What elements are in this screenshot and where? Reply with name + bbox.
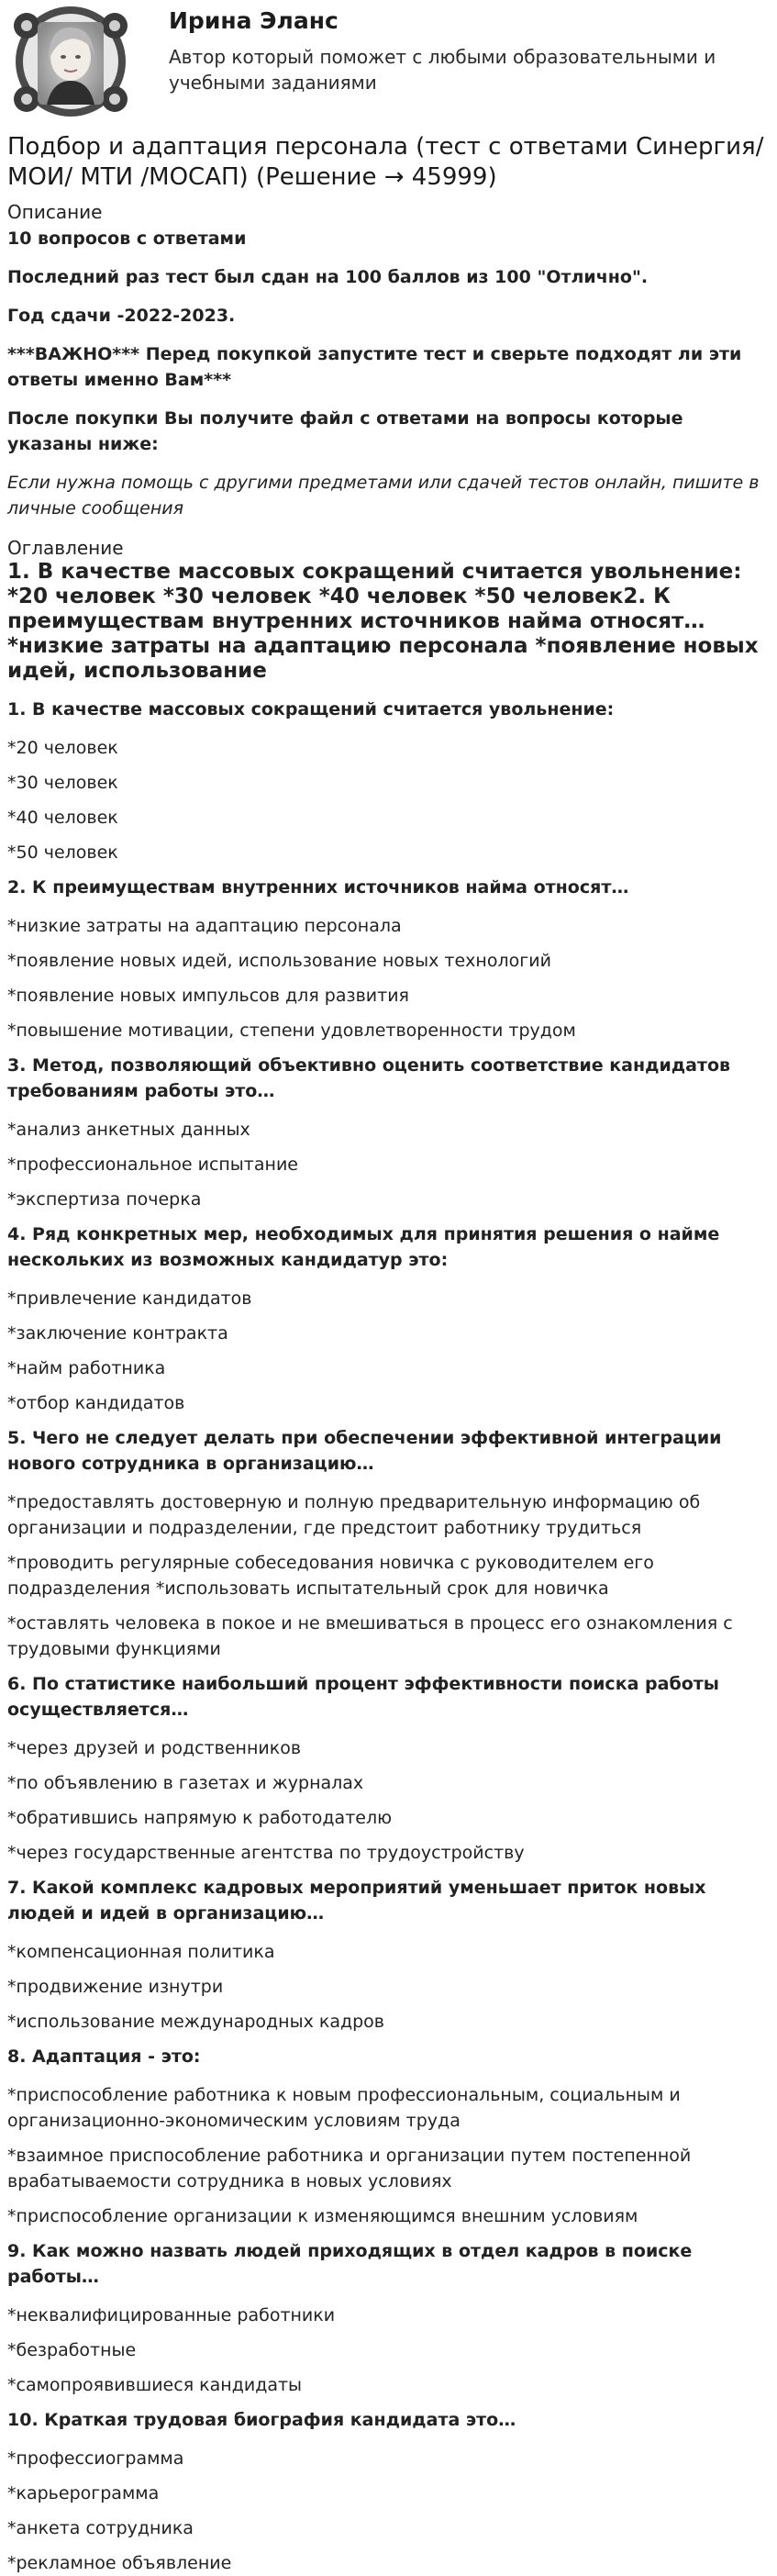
question-title: 5. Чего не следует делать при обеспечении эффективной интеграции нового сотрудника в организацию… <box>7 1428 722 1474</box>
answer-option: *анализ анкетных данных <box>7 1120 250 1140</box>
answer-option: *взаимное приспособление работника и организации путем постепенной врабатываемости сотрудника в новых условиях <box>7 2146 692 2191</box>
question-block <box>7 1221 770 1416</box>
answer-option: *20 человек <box>7 738 118 758</box>
question-title: 1. В качестве массовых сокращений считается увольнение: <box>7 699 615 719</box>
answer-option: *через государственные агентства по трудоустройству <box>7 1843 525 1863</box>
document-content <box>0 132 777 2576</box>
answer-option: *отбор кандидатов <box>7 1393 185 1413</box>
description-paragraph: 10 вопросов с ответами <box>7 229 247 249</box>
answer-option: *по объявлению в газетах и журналах <box>7 1773 364 1793</box>
question-block <box>7 1671 770 1866</box>
question-block <box>7 2238 770 2398</box>
answer-option: *профессиональное испытание <box>7 1154 298 1175</box>
question-block <box>7 1053 770 1212</box>
answer-option: *анкета сотрудника <box>7 2518 194 2538</box>
answer-option: *40 человек <box>7 808 118 828</box>
answer-option: *через друзей и родственников <box>7 1738 302 1758</box>
questions-list <box>7 697 770 2576</box>
description-paragraph: ***ВАЖНО*** Перед покупкой запустите тест и сверьте подходят ли эти ответы именно Вам*** <box>7 344 742 390</box>
answer-option: *компенсационная политика <box>7 1942 275 1962</box>
question-block <box>7 1875 770 2035</box>
description-paragraph: Год сдачи -2022-2023. <box>7 306 236 326</box>
question-title: 4. Ряд конкретных мер, необходимых для принятия решения о найме нескольких из возможных кандидатур это: <box>7 1224 720 1270</box>
toc-text: 1. В качестве массовых сокращений считается увольнение: *20 человек *30 человек *40 человек *50 человек2. К преимуществам внутренних источников найма относят… *низкие затраты на адаптацию персонала *появление новых идей, использование <box>7 560 759 683</box>
question-title: 10. Краткая трудовая биография кандидата это… <box>7 2410 516 2430</box>
question-title: 7. Какой комплекс кадровых мероприятий уменьшает приток новых людей и идей в организацию… <box>7 1878 706 1924</box>
answer-option: *рекламное объявление <box>7 2553 232 2573</box>
answer-option: *неквалифицированные работники <box>7 2305 336 2325</box>
answer-option: *безработные <box>7 2340 137 2360</box>
answer-option: *экспертиза почерка <box>7 1189 202 1210</box>
answer-option: *приспособление организации к изменяющимся внешним условиям <box>7 2206 638 2226</box>
question-title: 9. Как можно назвать людей приходящих в отдел кадров в поиске работы… <box>7 2241 693 2287</box>
answer-option: *низкие затраты на адаптацию персонала <box>7 916 402 936</box>
author-header <box>0 0 777 128</box>
answer-option: *повышение мотивации, степени удовлетворенности трудом <box>7 1020 576 1041</box>
answer-option: *предоставлять достоверную и полную предварительную информацию об организации и подразделении, где предстоит работнику трудиться <box>7 1492 701 1538</box>
answer-option: *продвижение изнутри <box>7 1977 224 1997</box>
question-title: 3. Метод, позволяющий объективно оценить соответствие кандидатов требованиям работы это… <box>7 1055 731 1101</box>
question-block <box>7 2407 770 2576</box>
page-title: Подбор и адаптация персонала (тест с ответами Синергия/МОИ/ МТИ /МОСАП) (Решение → 45999) <box>7 133 764 191</box>
description-paragraph: После покупки Вы получите файл с ответами на вопросы которые указаны ниже: <box>7 408 683 454</box>
answer-option: *появление новых импульсов для развития <box>7 986 409 1006</box>
author-avatar-photo[interactable] <box>6 4 135 119</box>
question-block <box>7 1425 770 1662</box>
answer-option: *заключение контракта <box>7 1323 228 1344</box>
answer-option: *появление новых идей, использование новых технологий <box>7 951 551 971</box>
author-name[interactable]: Ирина Эланс <box>169 7 339 34</box>
answer-option: *привлечение кандидатов <box>7 1288 252 1309</box>
question-title: 6. По статистике наибольший процент эффективности поиска работы осуществляется… <box>7 1674 719 1720</box>
question-block <box>7 697 770 865</box>
author-description: Автор который поможет с любыми образовательными и учебными заданиями <box>169 46 716 94</box>
answer-option: *30 человек <box>7 773 118 793</box>
question-title: 8. Адаптация - это: <box>7 2046 201 2067</box>
answer-option: *проводить регулярные собеседования новичка с руководителем его подразделения *использовать испытательный срок для новичка <box>7 1553 654 1599</box>
answer-option: *профессиограмма <box>7 2448 184 2469</box>
answer-option: *найм работника <box>7 1358 166 1378</box>
answer-option: *обратившись напрямую к работодателю <box>7 1808 393 1828</box>
question-block <box>7 875 770 1043</box>
question-title: 2. К преимуществам внутренних источников найма относят… <box>7 877 629 898</box>
answer-option: *самопроявившиеся кандидаты <box>7 2375 303 2395</box>
answer-option: *приспособление работника к новым профессиональным, социальным и организационно-экономическим условиям труда <box>7 2085 681 2131</box>
description-label: Описание <box>7 201 103 223</box>
answer-option: *карьерограмма <box>7 2483 160 2504</box>
answer-option: *оставлять человека в покое и не вмешиваться в процесс его ознакомления с трудовыми функциями <box>7 1613 733 1659</box>
answer-option: *использование международных кадров <box>7 2012 385 2032</box>
answer-option: *50 человек <box>7 842 118 863</box>
question-block <box>7 2044 770 2229</box>
description-paragraph: Последний раз тест был сдан на 100 баллов из 100 "Отлично". <box>7 267 649 287</box>
description-note: Если нужна помощь с другими предметами или сдачей тестов онлайн, пишите в личные сообщения <box>7 473 760 519</box>
toc-label: Оглавление <box>7 537 124 559</box>
